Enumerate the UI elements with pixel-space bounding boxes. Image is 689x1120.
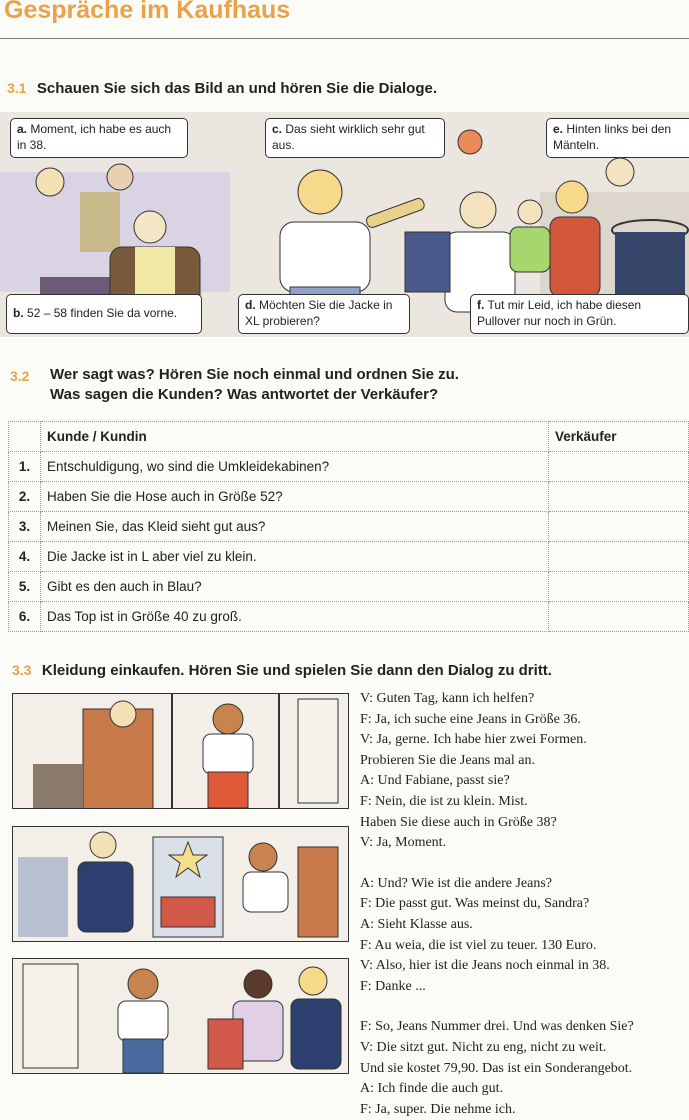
speech-bubble-c: [265, 118, 445, 158]
answer-cell[interactable]: [549, 512, 689, 542]
bubble-text: Hinten links bei den Mänteln.: [553, 122, 672, 152]
section-heading: Schauen Sie sich das Bild an und hören Sie die Dialoge.: [36, 80, 438, 97]
row-number: 5.: [9, 572, 41, 602]
mirror-scene-drawing: [13, 959, 348, 1073]
dialog-line: V: Ja, gerne. Ich habe hier zwei Formen.: [360, 732, 587, 748]
dialog-line: Und sie kostet 79,90. Das ist ein Sonderangebot.: [360, 1060, 633, 1076]
row-text: Meinen Sie, das Kleid sieht gut aus?: [41, 512, 549, 542]
speech-bubble-f: [470, 294, 689, 334]
bubble-text: Tut mir Leid, ich habe diesen Pullover nur noch in Grün.: [477, 298, 642, 328]
header-cell-empty: [9, 422, 41, 452]
dialog-line: F: Au weia, die ist viel zu teuer. 130 Euro.: [360, 937, 597, 953]
dialog-line: V: Guten Tag, kann ich helfen?: [360, 691, 535, 706]
bubble-letter: b.: [13, 306, 24, 320]
speech-bubble-d: [238, 294, 410, 334]
page-title: Gespräche im Kaufhaus: [4, 0, 291, 24]
bubble-letter: a.: [17, 122, 28, 136]
bubble-text: 52 – 58 finden Sie da vorne.: [27, 306, 178, 320]
speech-bubble-a: [10, 118, 188, 158]
table-row: [9, 452, 689, 482]
table-row: [9, 602, 689, 632]
bubble-text: Möchten Sie die Jacke in XL probieren?: [245, 298, 393, 328]
dialog-line: Haben Sie diese auch in Größe 38?: [360, 814, 557, 830]
header-verkaeufer: Verkäufer: [549, 422, 689, 452]
bubble-letter: e.: [553, 122, 564, 136]
row-text: Gibt es den auch in Blau?: [41, 572, 549, 602]
comic-panel-2: [12, 826, 349, 942]
section-number: 3.1: [7, 80, 27, 96]
dialog-line: A: Ich finde die auch gut.: [360, 1081, 504, 1097]
bubble-text: Moment, ich habe es auch in 38.: [17, 122, 172, 152]
shop-shelf-drawing: [13, 827, 348, 941]
dialog-line: F: Ja, super. Die nehme ich.: [360, 1101, 516, 1117]
title-rule: [0, 38, 689, 39]
row-number: 2.: [9, 482, 41, 512]
dialog-text: [360, 689, 634, 1120]
dialog-line: F: Nein, die ist zu klein. Mist.: [360, 793, 528, 809]
row-number: 4.: [9, 542, 41, 572]
dialog-line: V: Die sitzt gut. Nicht zu eng, nicht zu weit.: [360, 1039, 607, 1055]
dialog-line: F: Danke ...: [360, 978, 426, 994]
bubble-text: Das sieht wirklich sehr gut aus.: [272, 122, 425, 152]
answer-cell[interactable]: [549, 572, 689, 602]
section-heading: Kleidung einkaufen. Hören Sie und spielen Sie dann den Dialog zu dritt.: [41, 662, 552, 679]
section-heading-line2: Was sagen die Kunden? Was antwortet der Verkäufer?: [50, 386, 439, 403]
answer-cell[interactable]: [549, 602, 689, 632]
row-text: Haben Sie die Hose auch in Größe 52?: [41, 482, 549, 512]
dialog-spacer: [360, 997, 634, 1017]
dialog-line: V: Ja, Moment.: [360, 835, 447, 851]
row-text: Die Jacke ist in L aber viel zu klein.: [41, 542, 549, 572]
dialog-line: F: Die passt gut. Was meinst du, Sandra?: [360, 896, 590, 912]
section-number: 3.2: [10, 368, 30, 384]
table-row: [9, 482, 689, 512]
dialog-line: F: Ja, ich suche eine Jeans in Größe 36.: [360, 711, 581, 727]
section-3-3-header: [12, 662, 552, 680]
bubble-letter: f.: [477, 298, 485, 312]
section-number: 3.3: [12, 662, 32, 678]
comic-panel-1: [12, 693, 349, 809]
row-number: 3.: [9, 512, 41, 542]
header-kunde: Kunde / Kundin: [41, 422, 549, 452]
row-number: 6.: [9, 602, 41, 632]
speech-bubble-b: [6, 294, 202, 334]
dialog-line: A: Und Fabiane, passt sie?: [360, 773, 510, 789]
speech-bubble-e: [546, 118, 689, 158]
bubble-letter: d.: [245, 298, 256, 312]
answer-cell[interactable]: [549, 482, 689, 512]
row-text: Entschuldigung, wo sind die Umkleidekabinen?: [41, 452, 549, 482]
section-3-1-header: [7, 80, 437, 98]
changing-room-drawing: [13, 694, 348, 808]
comic-panel-3: [12, 958, 349, 1074]
dialog-line: A: Sieht Klasse aus.: [360, 916, 473, 932]
row-text: Das Top ist in Größe 40 zu groß.: [41, 602, 549, 632]
dialog-line: F: So, Jeans Nummer drei. Und was denken Sie?: [360, 1019, 634, 1035]
dialog-line: A: Und? Wie ist die andere Jeans?: [360, 875, 553, 891]
section-heading-line1: Wer sagt was? Hören Sie noch einmal und ordnen Sie zu.: [50, 366, 459, 383]
section-3-2-header: [10, 368, 29, 386]
answer-cell[interactable]: [549, 452, 689, 482]
dialog-spacer: [360, 854, 634, 874]
dialog-line: V: Also, hier ist die Jeans noch einmal in 38.: [360, 958, 610, 974]
dialog-line: Probieren Sie die Jeans mal an.: [360, 752, 535, 768]
answer-cell[interactable]: [549, 542, 689, 572]
table-row: [9, 542, 689, 572]
table-row: [9, 572, 689, 602]
assignment-table: [8, 421, 689, 632]
bubble-letter: c.: [272, 122, 283, 136]
table-header-row: [9, 422, 689, 452]
row-number: 1.: [9, 452, 41, 482]
table-row: [9, 512, 689, 542]
